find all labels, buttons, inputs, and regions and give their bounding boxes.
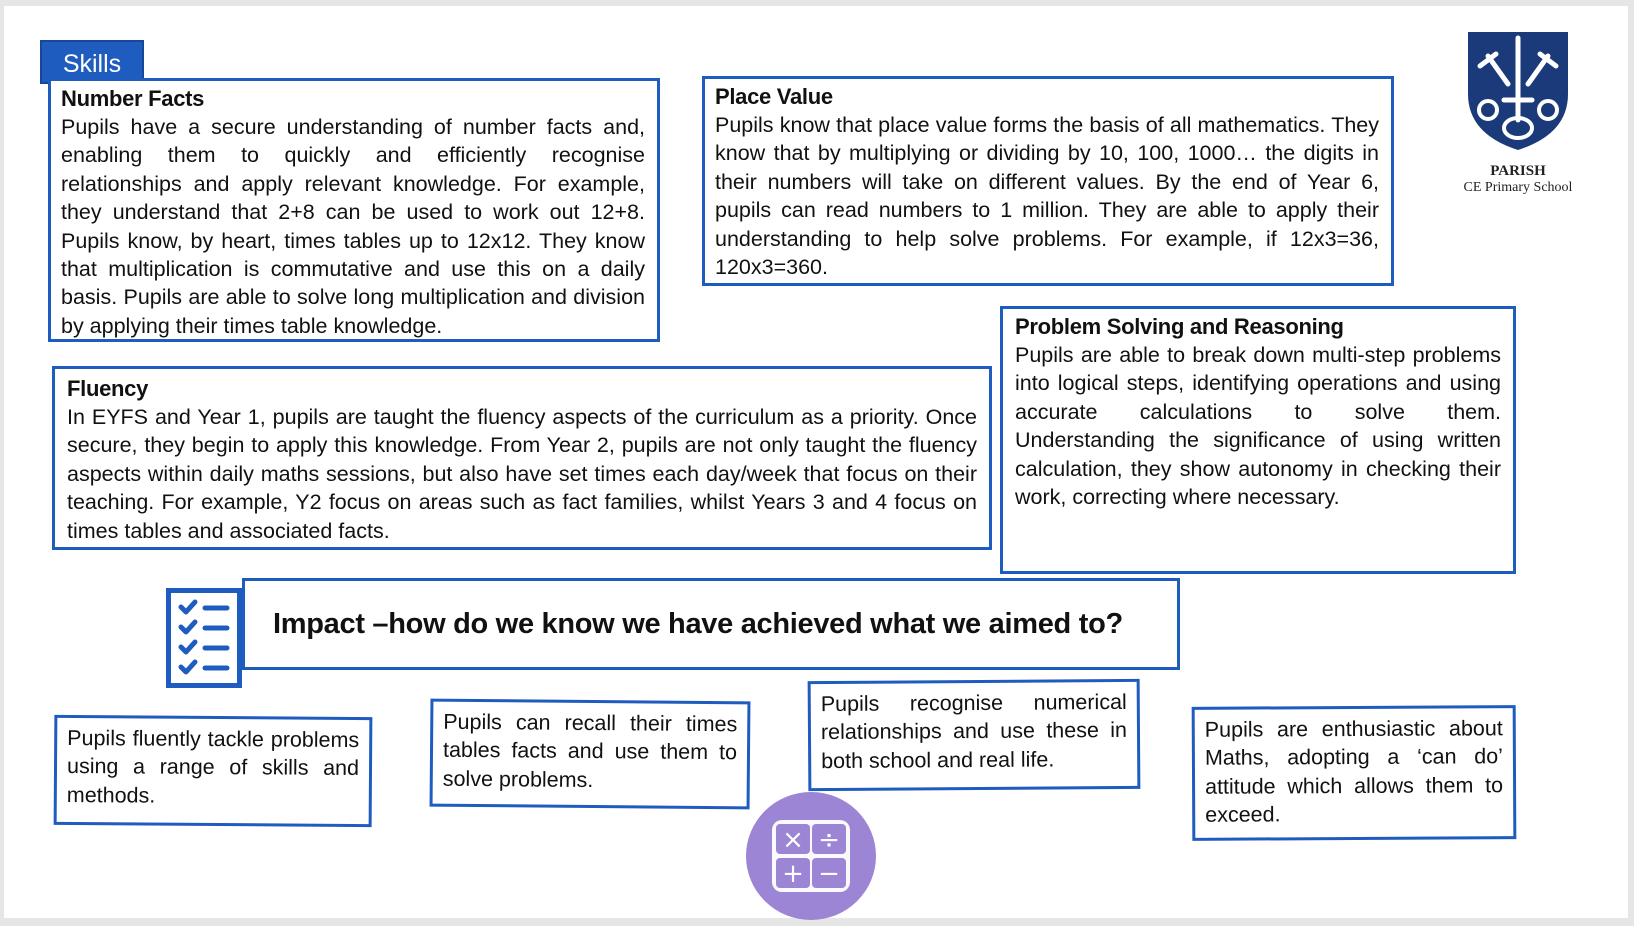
impact-note-4: Pupils are enthusiastic about Maths, adopting a ‘can do’ attitude which allows them to exceed. <box>1192 705 1517 841</box>
place-value-box <box>702 76 1394 286</box>
calculator-icon <box>746 792 876 920</box>
shield-crest-icon <box>1458 24 1578 154</box>
problem-solving-title: Problem Solving and Reasoning <box>1015 314 1344 339</box>
school-name: PARISH <box>1490 163 1546 179</box>
problem-solving-box <box>1000 306 1516 574</box>
checklist-icon <box>166 588 242 688</box>
problem-solving-body: Pupils are able to break down multi-step problems into logical steps, identifying operations and using accurate calculations to solve them. Understanding the significance of using written calculation, they show autonomy in checking their work, correcting where necessary. <box>1015 343 1501 510</box>
impact-note-2: Pupils can recall their times tables facts and use them to solve problems. <box>430 699 751 810</box>
fluency-box <box>52 366 992 550</box>
skills-tab: Skills <box>40 40 144 84</box>
number-facts-box <box>48 78 660 342</box>
impact-note-3: Pupils recognise numerical relationships and use these in both school and real life. <box>808 679 1141 791</box>
slide <box>4 6 1628 918</box>
place-value-body: Pupils know that place value forms the basis of all mathematics. They know that by multiplying or dividing by 10, 100, 1000… the digits in their numbers will take on different values. By the end of Year 6, pupils can read numbers to 1 million. They are able to apply their understanding to help solve problems. For example, if 12x3=36, 120x3=360. <box>715 113 1379 280</box>
calc-plus: + <box>782 859 804 889</box>
calc-minus: − <box>818 859 840 889</box>
calc-divide: ÷ <box>818 825 840 855</box>
impact-heading: Impact –how do we know we have achieved what we aimed to? <box>242 578 1180 670</box>
school-subtitle: CE Primary School <box>1463 180 1573 195</box>
number-facts-title: Number Facts <box>61 86 205 111</box>
fluency-body: In EYFS and Year 1, pupils are taught the fluency aspects of the curriculum as a priority. Once secure, they begin to apply this knowledge. From Year 2, pupils are not only taught the fluency aspects within daily maths sessions, but also have set times each day/week that focus on their teaching. For example, Y2 focus on areas such as fact families, whilst Years 3 and 4 focus on times tables and associated facts. <box>67 405 977 543</box>
place-value-title: Place Value <box>715 84 833 109</box>
fluency-title: Fluency <box>67 376 149 401</box>
calc-multiply: × <box>782 825 804 855</box>
impact-note-1: Pupils fluently tackle problems using a range of skills and methods. <box>54 715 373 827</box>
school-logo <box>1448 24 1588 214</box>
number-facts-body: Pupils have a secure understanding of number facts and, enabling them to quickly and efficiently recognise relationships and apply relevant knowledge. For example, they understand that 2+8 can be used to work out 12+8. Pupils know, by heart, times tables up to 12x12. They know that multiplication is commutative and use this on a daily basis. Pupils are able to solve long multiplication and division by applying their times table knowledge. <box>61 115 645 338</box>
